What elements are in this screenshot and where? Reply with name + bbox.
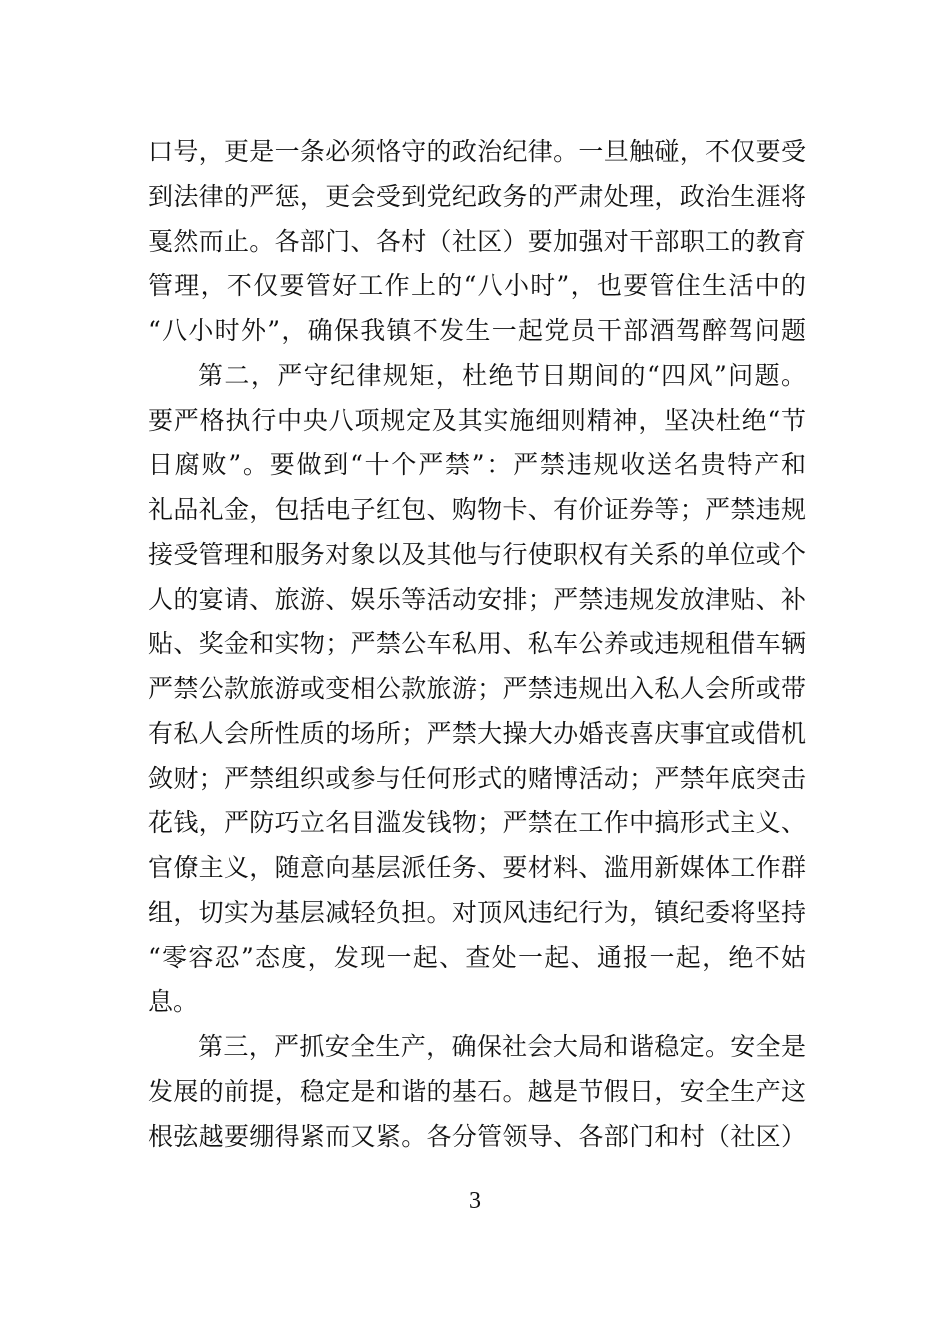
text-line: 息。 (148, 987, 199, 1017)
text-line: 官僚主义，随意向基层派任务、要材料、滥用新媒体工作群 (148, 853, 806, 882)
text-line: 戛然而止。各部门、各村（社区）要加强对干部职工的教育 (148, 226, 806, 256)
text-line: 敛财；严禁组织或参与任何形式的赌博活动；严禁年底突击 (148, 763, 806, 793)
paragraph (148, 1025, 806, 1159)
text-line: “零容忍”态度，发现一起、查处一起、通报一起，绝不姑 (148, 942, 806, 972)
text-line: 要严格执行中央八项规定及其实施细则精神，坚决杜绝“节 (148, 405, 806, 435)
text-line: 礼品礼金，包括电子红包、购物卡、有价证券等；严禁违规 (148, 495, 806, 524)
text-line: 花钱，严防巧立名目滥发钱物；严禁在工作中搞形式主义、 (148, 808, 806, 838)
text-line: 接受管理和服务对象以及其他与行使职权有关系的单位或个 (148, 539, 806, 569)
text-line: 发展的前提，稳定是和谐的基石。越是节假日，安全生产这 (148, 1076, 806, 1106)
text-line: 人的宴请、旅游、娱乐等活动安排；严禁违规发放津贴、补 (148, 584, 806, 614)
paragraph (148, 130, 806, 354)
text-line: 严禁公款旅游或变相公款旅游；严禁违规出入私人会所或带 (148, 674, 806, 703)
text-line: 口号，更是一条必须恪守的政治纪律。一旦触碰，不仅要受 (148, 137, 806, 166)
text-line: 管理，不仅要管好工作上的“八小时”，也要管住生活中的 (148, 271, 806, 301)
text-line: 第三，严抓安全生产，确保社会大局和谐稳定。安全是 (198, 1032, 806, 1061)
body-text (148, 130, 806, 1159)
text-line: 有私人会所性质的场所；严禁大操大办婚丧喜庆事宜或借机 (148, 718, 806, 748)
text-line: 日腐败”。要做到“十个严禁”：严禁违规收送名贵特产和 (148, 450, 806, 480)
text-line: 根弦越要绷得紧而又紧。各分管领导、各部门和村（社区） (148, 1121, 806, 1151)
paragraph (148, 354, 806, 1025)
text-line: 第二，严守纪律规矩，杜绝节日期间的“四风”问题。 (198, 360, 806, 390)
text-line: 组，切实为基层减轻负担。对顶风违纪行为，镇纪委将坚持 (148, 897, 806, 927)
page-number: 3 (469, 1188, 481, 1214)
text-line: 到法律的严惩，更会受到党纪政务的严肃处理，政治生涯将 (148, 181, 806, 211)
text-line: “八小时外”，确保我镇不发生一起党员干部酒驾醉驾问题 (148, 316, 806, 345)
text-line: 贴、奖金和实物；严禁公车私用、私车公养或违规租借车辆 (148, 629, 806, 659)
